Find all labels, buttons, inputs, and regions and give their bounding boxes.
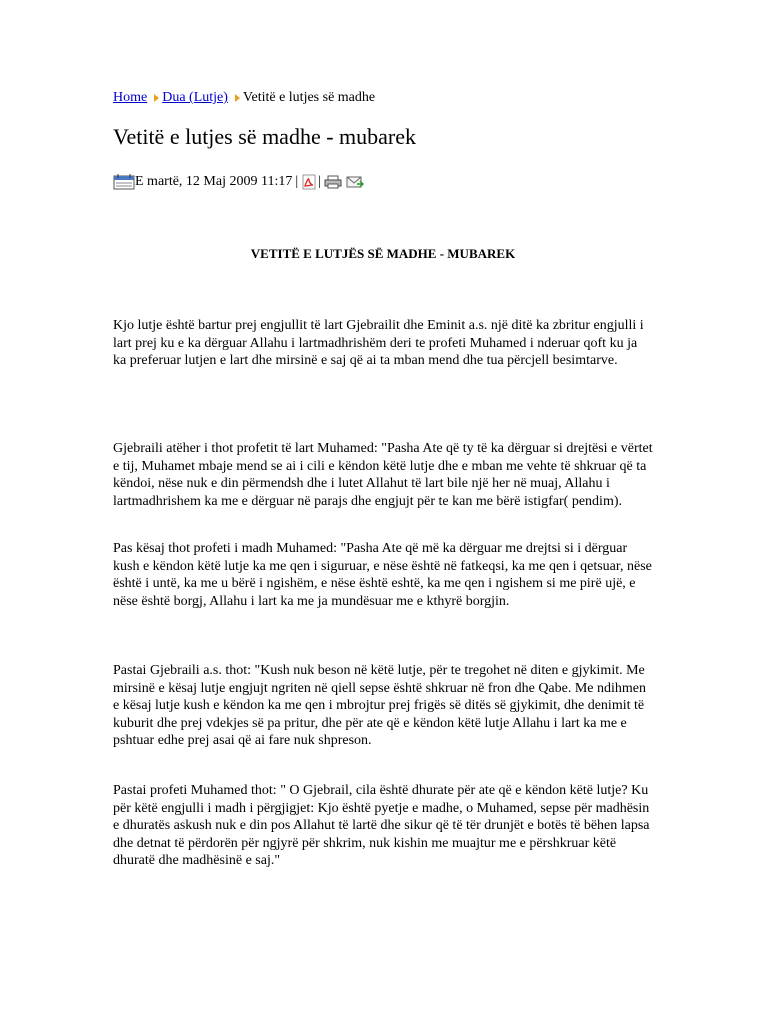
article-paragraph: Pas kësaj thot profeti i madh Muhamed: "Pasha Ate që më ka dërguar me drejtsi si i dërguar kush e këndon këtë lutje ka me qen i siguruar, e nëse është në fatkeqsi, ka me qen i qetsuar, nëse është i untë, ka me u bërë i ngishëm, e nëse është eshtë, ka me qen i ngishem si me pirë ujë, e nëse është borgj, Allahu i lart ka me ja mundësuar me e kthyrë borgjin. [113,541,652,609]
print-icon[interactable] [324,174,342,190]
breadcrumb-home-link[interactable]: Home [113,90,148,105]
breadcrumb [113,90,375,106]
breadcrumb-category-link[interactable]: Dua (Lutje) [162,90,228,105]
breadcrumb-arrow-icon [154,94,159,102]
article-paragraph: Gjebraili atëher i thot profetit të lart Muhamed: "Pasha Ate që ty të ka dërguar si drejtësi e vërtet e tij, Muhamet mbaje mend se ai i cili e këndon këtë lutje dhe e mban me vehte të shkruar që ta këndoi, nëse nuk e din përmendsh dhe i lutet Allahut të lart bile një her në muaj, Allahu i lartmadhrishem ka me e dërguar në parajs dhe engjujt për te kan me bërë istigfar( pendim). [113,441,653,509]
article-paragraph: Pastai profeti Muhamed thot: " O Gjebrail, cila është dhurate për ate që e këndon këtë lutje? Ku për këtë engjulli i madh i përgjigjet: Kjo është pyetje e madhe, o Muhamed, sepse për madhësin e dhuratës askush nuk e din pos Allahut të lartë dhe sikur që të tër drunjët e botës të bëhen lapsa dhe detnat të përdorën për ngjyrë për shkrim, nuk kishin me muajtur me e përshkruar këtë dhuratë dhe madhësinë e saj." [113,783,650,868]
calendar-icon [113,174,135,190]
article-heading: VETITË E LUTJËS SË MADHE - MUBAREK [250,246,516,261]
article-paragraph: Kjo lutje është bartur prej engjullit të lart Gjebrailit dhe Eminit a.s. një ditë ka zbritur engjulli i lart prej ku e ka dërguar Allahu i lartmadhrishëm deri te profeti Muhamed i nderuar qoft ku ja ka preferuar lutjen e lart dhe mirsinë e saj që ai ta mban mend dhe tua përcjell besimtarve. [113,318,644,368]
pdf-icon[interactable] [301,174,317,190]
email-icon[interactable] [346,174,364,190]
breadcrumb-current: Vetitë e lutjes së madhe [242,90,376,105]
article-meta [113,174,364,190]
article-title: Vetitë e lutjes së madhe - mubarek [113,124,417,149]
separator: | [318,174,321,190]
article-paragraph: Pastai Gjebraili a.s. thot: "Kush nuk beson në këtë lutje, për te tregohet në diten e gjykimit. Me mirsinë e kësaj lutje engjujt ngriten në qiell sepse është shkruar në fron dhe Qabe. Me ndihmen e kësaj lutje kush e këndon ka me qen i mbrojtur prej frigës së ditës së gjykimit, dhe denimit të kuburit dhe prej vdekjes së pa pritur, dhe për ate që e këndon këtë lutje Allahu i lart ka me e pshtuar edhe prej asai që ai fare nuk shpreson. [113,663,647,748]
separator: | [295,174,299,190]
article-date: E martë, 12 Maj 2009 11:17 [135,174,293,190]
breadcrumb-arrow-icon [235,94,240,102]
